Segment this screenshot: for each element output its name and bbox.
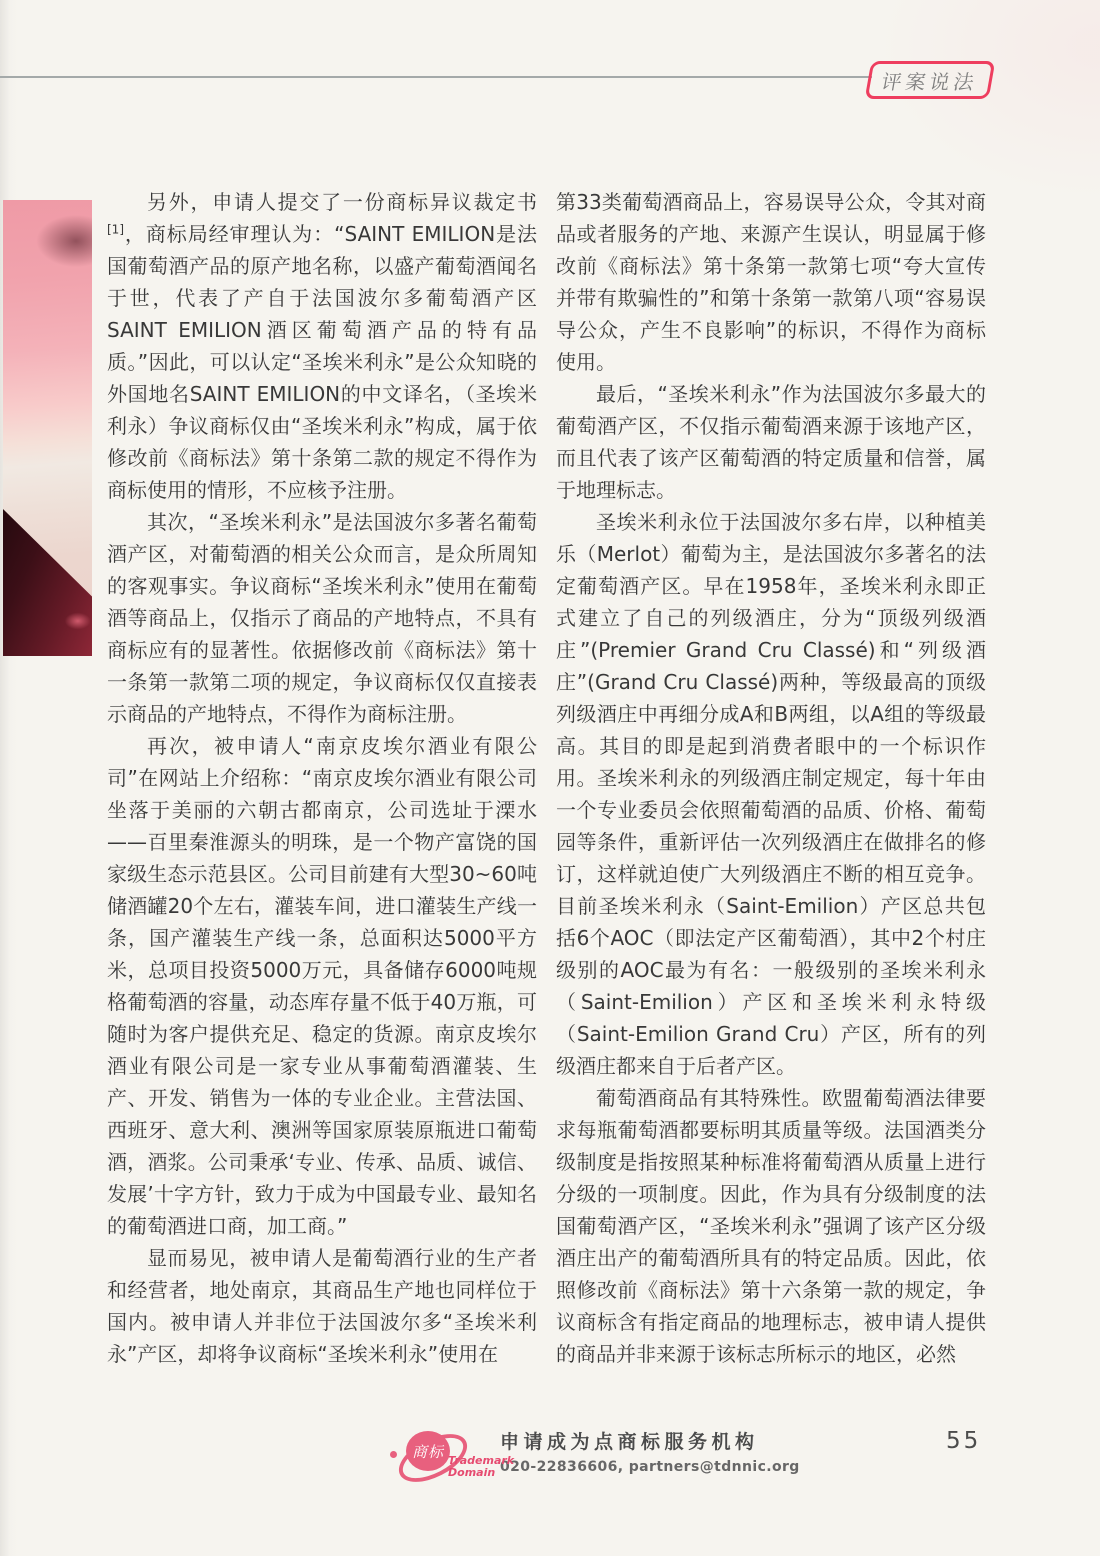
footer-text xyxy=(500,1427,800,1475)
section-badge xyxy=(865,61,996,99)
logo-brand-line1: Trademark xyxy=(448,1454,515,1467)
footer-tagline: 申请成为点商标服务机构 xyxy=(500,1431,759,1453)
wine-photo-strip xyxy=(3,200,92,656)
paragraph: 再次，被申请人“南京皮埃尔酒业有限公司”在网站上介绍称：“南京皮埃尔酒业有限公司坐落于美丽的六朝古都南京，公司选址于溧水——百里秦淮源头的明珠，是一个物产富饶的国家级生态示范县区。公司目前建有大型30~60吨储酒罐20个左右，灌装车间，进口灌装生产线一条，国产灌装生产线一条，总面积达5000平方米，总项目投资5000万元，具备储存6000吨规格葡萄酒的容量，动态库存量不低于40万瓶，可随时为客户提供充足、稳定的货源。南京皮埃尔酒业有限公司是一家专业从事葡萄酒灌装、生产、开发、销售为一体的专业企业。主营法国、西班牙、意大利、澳洲等国家原装原瓶进口葡萄酒，酒浆。公司秉承‘专业、传承、品质、诚信、发展’十字方针，致力于成为中国最专业、最知名的葡萄酒进口商，加工商。” xyxy=(107,734,537,1238)
logo-dot-icon xyxy=(390,1451,397,1458)
footnote-marker: [1] xyxy=(107,222,124,237)
paragraph: 第33类葡萄酒商品上，容易误导公众，令其对商品或者服务的产地、来源产生误认，明显属于修改前《商标法》第十条第一款第七项“夸大宣传并带有欺骗性的”和第十条第一款第八项“容易误导公众，产生不良影响”的标识，不得作为商标使用。 xyxy=(556,190,986,374)
left-column xyxy=(107,186,537,1370)
logo-globe-icon: 商标 xyxy=(406,1431,450,1471)
paragraph: 葡萄酒商品有其特殊性。欧盟葡萄酒法律要求每瓶葡萄酒都要标明其质量等级。法国酒类分级制度是指按照某种标准将葡萄酒从质量上进行分级的一项制度。因此，作为具有分级制度的法国葡萄酒产区，“圣埃米利永”强调了该产区分级酒庄出产的葡萄酒所具有的特定品质。因此，依照修改前《商标法》第十六条第一款的规定，争议商标含有指定商品的地理标志，被申请人提供的商品并非来源于该标志所标示的地区，必然 xyxy=(556,1086,986,1366)
logo-brand-name xyxy=(448,1455,514,1479)
paragraph: 其次，“圣埃米利永”是法国波尔多著名葡萄酒产区，对葡萄酒的相关公众而言，是众所周知的客观事实。争议商标“圣埃米利永”使用在葡萄酒等商品上，仅指示了商品的产地特点，不具有商标应有的显著性。依据修改前《商标法》第十一条第一款第二项的规定，争议商标仅仅直接表示商品的产地特点，不得作为商标注册。 xyxy=(107,510,537,726)
paragraph-text: 另外，申请人提交了一份商标异议裁定书 xyxy=(147,190,537,214)
trademark-domain-logo xyxy=(390,1427,515,1485)
header-divider xyxy=(0,76,872,78)
article-body xyxy=(107,186,986,1370)
right-column xyxy=(556,186,986,1370)
paragraph: 最后，“圣埃米利永”作为法国波尔多最大的葡萄酒产区，不仅指示葡萄酒来源于该地产区，而且代表了该产区葡萄酒的特定质量和信誉，属于地理标志。 xyxy=(556,382,986,502)
paragraph: 显而易见，被申请人是葡萄酒行业的生产者和经营者，地处南京，其商品生产地也同样位于国内。被申请人并非位于法国波尔多“圣埃米利永”产区，却将争议商标“圣埃米利永”使用在 xyxy=(107,1246,537,1366)
paragraph xyxy=(107,186,537,506)
paragraph-text: ，商标局经审理认为：“SAINT EMILION是法国葡萄酒产品的原产地名称，以盛产葡萄酒闻名于世，代表了产自于法国波尔多葡萄酒产区SAINT EMILION酒区葡萄酒产品的特有品质。”因此，可以认定“圣埃米利永”是公众知晓的外国地名SAINT EMILION的中文译名，（圣埃米利永）争议商标仅由“圣埃米利永”构成，属于依修改前《商标法》第十条第二款的规定不得作为商标使用的情形，不应核予注册。 xyxy=(107,222,537,502)
paragraph: 圣埃米利永位于法国波尔多右岸，以种植美乐（Merlot）葡萄为主，是法国波尔多著名的法定葡萄酒产区。早在1958年，圣埃米利永即正式建立了自己的列级酒庄，分为“顶级列级酒庄”(Premier Grand Cru Classé)和“列级酒庄”(Grand Cru Classé)两种，等级最高的顶级列级酒庄中再细分成A和B两组，以A组的等级最高。其目的即是起到消费者眼中的一个标识作用。圣埃米利永的列级酒庄制定规定，每十年由一个专业委员会依照葡萄酒的品质、价格、葡萄园等条件，重新评估一次列级酒庄在做排名的修订，这样就迫使广大列级酒庄不断的相互竞争。目前圣埃米利永（Saint-Emilion）产区总共包括6个AOC（即法定产区葡萄酒），其中2个村庄级别的AOC最为有名：一般级别的圣埃米利永（Saint-Emilion）产区和圣埃米利永特级（Saint-Emilion Grand Cru）产区，所有的列级酒庄都来自于后者产区。 xyxy=(556,510,986,1078)
page-number: 55 xyxy=(946,1428,982,1454)
footer-contact: 020-22836606, partners@tdnnic.org xyxy=(500,1459,800,1475)
footer xyxy=(390,1427,800,1485)
logo-brand-line2: Domain xyxy=(448,1466,496,1479)
section-badge-label: 评案说法 xyxy=(879,69,980,94)
